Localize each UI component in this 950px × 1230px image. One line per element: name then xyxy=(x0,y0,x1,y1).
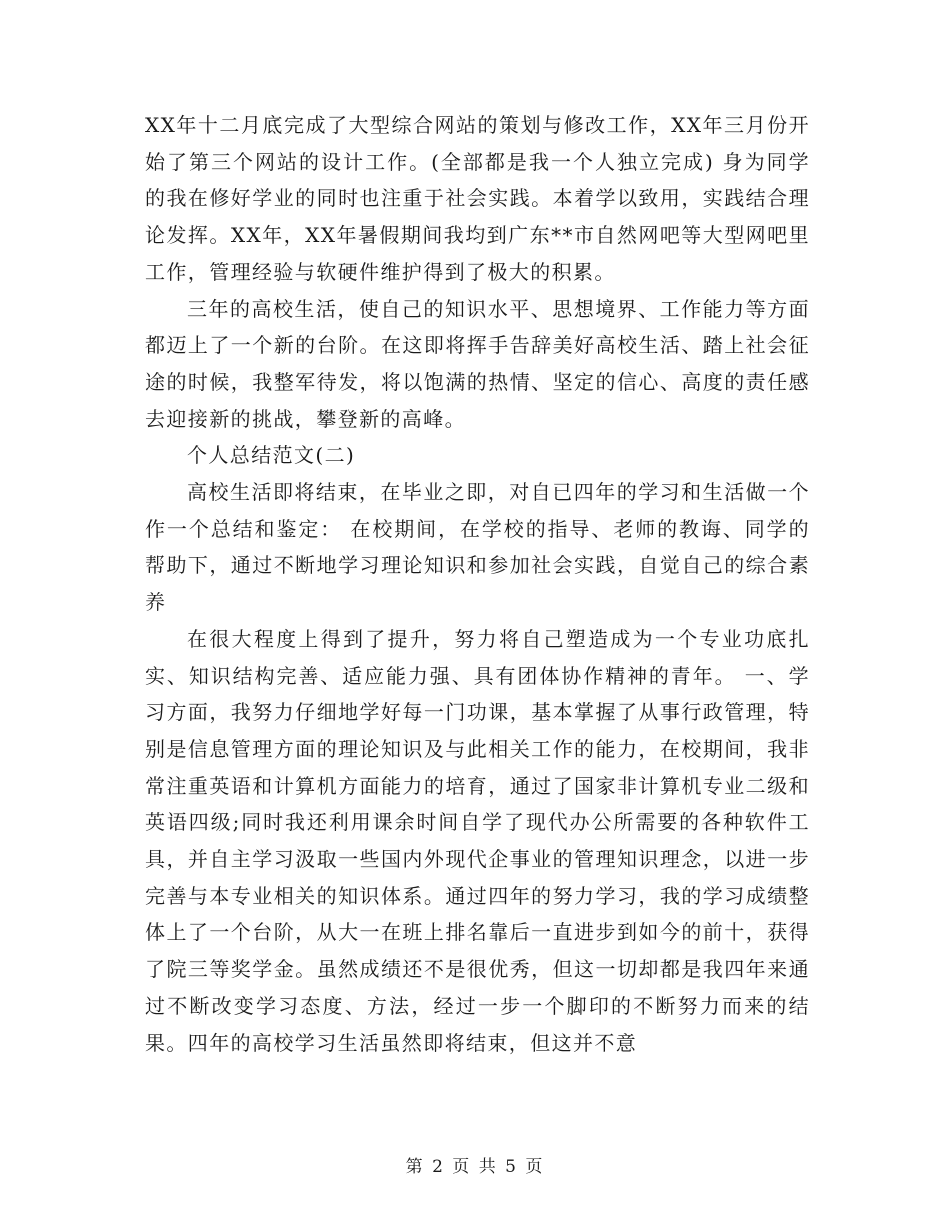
page-number-footer: 第 2 页 共 5 页 xyxy=(405,1157,545,1177)
paragraph-college-life: 三年的高校生活，使自己的知识水平、思想境界、工作能力等方面都迈上了一个新的台阶。在这即将挥手告辞美好高校生活、踏上社会征途的时候，我整军待发，将以饱满的热情、坚定的信心、高度的责任感去迎接新的挑战，攀登新的高峰。 xyxy=(145,296,810,431)
paragraph-study-aspects: 在很大程度上得到了提升，努力将自己塑造成为一个专业功底扎实、知识结构完善、适应能力强、具有团体协作精神的青年。 一、学习方面，我努力仔细地学好每一门功课，基本掌握了从事行政管理，特别是信息管理方面的理论知识及与此相关工作的能力，在校期间，我非常注重英语和计算机方面能力的培育，通过了国家非计算机专业二级和英语四级;同时我还利用课余时间自学了现代办公所需要的各种软件工具，并自主学习汲取一些国内外现代企事业的管理知识理念，以进一步完善与本专业相关的知识体系。通过四年的努力学习，我的学习成绩整体上了一个台阶，从大一在班上排名靠后一直进步到如今的前十，获得了院三等奖学金。虽然成绩还不是很优秀，但这一切却都是我四年来通过不断改变学习态度、方法，经过一步一个脚印的不断努力而来的结果。四年的高校学习生活虽然即将结束，但这并不意 xyxy=(145,626,810,1055)
paragraph-website-work: XX年十二月底完成了大型综合网站的策划与修改工作，XX年三月份开始了第三个网站的设计工作。(全部都是我一个人独立完成) 身为同学的我在修好学业的同时也注重于社会实践。本着学以致用，实践结合理论发挥。XX年，XX年暑假期间我均到广东**市自然网吧等大型网吧里工作，管理经验与软硬件维护得到了极大的积累。 xyxy=(145,113,810,284)
document-body xyxy=(145,107,810,1061)
paragraph-graduation-summary: 高校生活即将结束，在毕业之即，对自已四年的学习和生活做一个作一个总结和鉴定： 在校期间，在学校的指导、老师的教诲、同学的帮助下，通过不断地学习理论知识和参加社会实践，自觉自己的综合素养 xyxy=(145,480,810,615)
section-heading: 个人总结范文(二) xyxy=(187,443,356,468)
